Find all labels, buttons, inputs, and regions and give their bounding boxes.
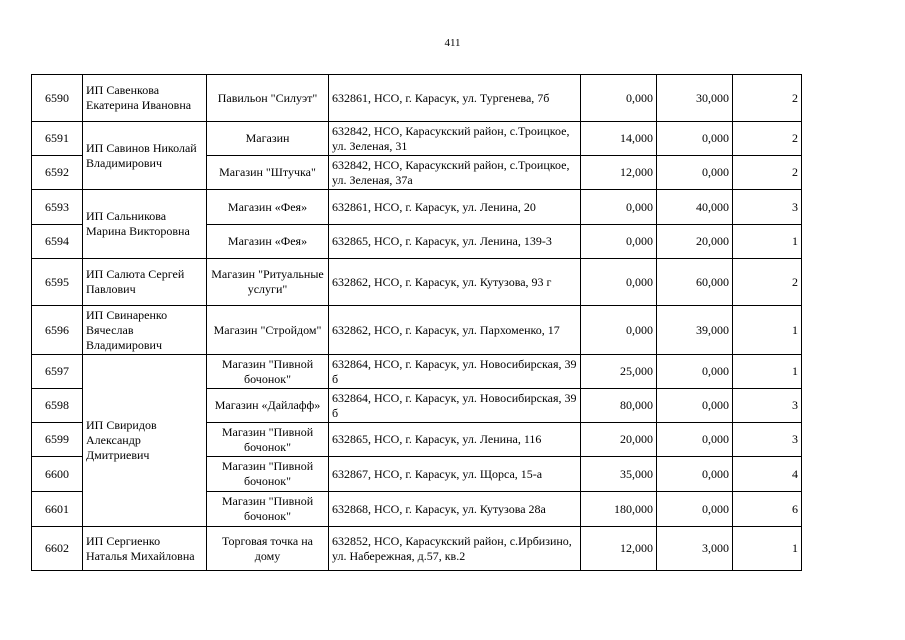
value-3: 6 <box>733 492 802 527</box>
record-number: 6592 <box>32 156 83 190</box>
value-2: 0,000 <box>657 156 733 190</box>
table-row <box>32 259 802 306</box>
value-1: 0,000 <box>581 259 657 306</box>
object-name: Торговая точка на дому <box>207 527 329 571</box>
table-row <box>32 122 802 156</box>
table-row <box>32 355 802 389</box>
value-3: 1 <box>733 355 802 389</box>
value-2: 0,000 <box>657 457 733 492</box>
owner-name: ИП Свиридов Александр Дмитриевич <box>83 355 207 527</box>
value-1: 35,000 <box>581 457 657 492</box>
record-number: 6598 <box>32 389 83 423</box>
object-name: Магазин "Ритуальные услуги" <box>207 259 329 306</box>
value-3: 2 <box>733 75 802 122</box>
value-1: 12,000 <box>581 527 657 571</box>
record-number: 6596 <box>32 306 83 355</box>
value-2: 40,000 <box>657 190 733 225</box>
value-2: 0,000 <box>657 389 733 423</box>
value-1: 180,000 <box>581 492 657 527</box>
record-number: 6602 <box>32 527 83 571</box>
address: 632864, НСО, г. Карасук, ул. Новосибирская, 39 б <box>329 355 581 389</box>
object-name: Магазин "Пивной бочонок" <box>207 355 329 389</box>
value-1: 20,000 <box>581 423 657 457</box>
address: 632862, НСО, г. Карасук, ул. Пархоменко, 17 <box>329 306 581 355</box>
value-2: 0,000 <box>657 492 733 527</box>
value-3: 2 <box>733 259 802 306</box>
address: 632861, НСО, г. Карасук, ул. Ленина, 20 <box>329 190 581 225</box>
value-1: 14,000 <box>581 122 657 156</box>
table-row <box>32 190 802 225</box>
value-3: 1 <box>733 527 802 571</box>
value-2: 60,000 <box>657 259 733 306</box>
value-1: 0,000 <box>581 306 657 355</box>
record-number: 6591 <box>32 122 83 156</box>
object-name: Павильон "Силуэт" <box>207 75 329 122</box>
object-name: Магазин «Фея» <box>207 225 329 259</box>
owner-name: ИП Салюта Сергей Павлович <box>83 259 207 306</box>
value-1: 0,000 <box>581 225 657 259</box>
registry-table <box>31 74 802 571</box>
record-number: 6593 <box>32 190 83 225</box>
value-2: 30,000 <box>657 75 733 122</box>
address: 632864, НСО, г. Карасук, ул. Новосибирская, 39 б <box>329 389 581 423</box>
address: 632865, НСО, г. Карасук, ул. Ленина, 116 <box>329 423 581 457</box>
value-2: 3,000 <box>657 527 733 571</box>
value-2: 0,000 <box>657 355 733 389</box>
address: 632852, НСО, Карасукский район, с.Ирбизино, ул. Набережная, д.57, кв.2 <box>329 527 581 571</box>
value-2: 20,000 <box>657 225 733 259</box>
value-1: 12,000 <box>581 156 657 190</box>
record-number: 6594 <box>32 225 83 259</box>
table-row <box>32 306 802 355</box>
owner-name: ИП Сергиенко Наталья Михайловна <box>83 527 207 571</box>
owner-name: ИП Савинов Николай Владимирович <box>83 122 207 190</box>
value-3: 3 <box>733 190 802 225</box>
object-name: Магазин "Пивной бочонок" <box>207 423 329 457</box>
table-row <box>32 527 802 571</box>
value-2: 0,000 <box>657 423 733 457</box>
value-3: 1 <box>733 225 802 259</box>
object-name: Магазин «Дайлафф» <box>207 389 329 423</box>
record-number: 6600 <box>32 457 83 492</box>
value-3: 3 <box>733 389 802 423</box>
record-number: 6597 <box>32 355 83 389</box>
value-3: 2 <box>733 156 802 190</box>
page-number: 411 <box>444 37 461 49</box>
owner-name: ИП Свинаренко Вячеслав Владимирович <box>83 306 207 355</box>
address: 632868, НСО, г. Карасук, ул. Кутузова 28а <box>329 492 581 527</box>
object-name: Магазин "Пивной бочонок" <box>207 457 329 492</box>
value-2: 0,000 <box>657 122 733 156</box>
value-3: 3 <box>733 423 802 457</box>
value-1: 80,000 <box>581 389 657 423</box>
table-row <box>32 75 802 122</box>
owner-name: ИП Савенкова Екатерина Ивановна <box>83 75 207 122</box>
owner-name: ИП Сальникова Марина Викторовна <box>83 190 207 259</box>
value-3: 2 <box>733 122 802 156</box>
record-number: 6595 <box>32 259 83 306</box>
address: 632862, НСО, г. Карасук, ул. Кутузова, 93 г <box>329 259 581 306</box>
object-name: Магазин "Пивной бочонок" <box>207 492 329 527</box>
address: 632842, НСО, Карасукский район, с.Троицкое, ул. Зеленая, 37а <box>329 156 581 190</box>
value-1: 0,000 <box>581 75 657 122</box>
object-name: Магазин «Фея» <box>207 190 329 225</box>
record-number: 6590 <box>32 75 83 122</box>
address: 632865, НСО, г. Карасук, ул. Ленина, 139-3 <box>329 225 581 259</box>
value-2: 39,000 <box>657 306 733 355</box>
record-number: 6599 <box>32 423 83 457</box>
record-number: 6601 <box>32 492 83 527</box>
object-name: Магазин "Стройдом" <box>207 306 329 355</box>
address: 632861, НСО, г. Карасук, ул. Тургенева, 7б <box>329 75 581 122</box>
value-3: 1 <box>733 306 802 355</box>
object-name: Магазин "Штучка" <box>207 156 329 190</box>
value-1: 25,000 <box>581 355 657 389</box>
value-1: 0,000 <box>581 190 657 225</box>
address: 632842, НСО, Карасукский район, с.Троицкое, ул. Зеленая, 31 <box>329 122 581 156</box>
object-name: Магазин <box>207 122 329 156</box>
address: 632867, НСО, г. Карасук, ул. Щорса, 15-а <box>329 457 581 492</box>
value-3: 4 <box>733 457 802 492</box>
